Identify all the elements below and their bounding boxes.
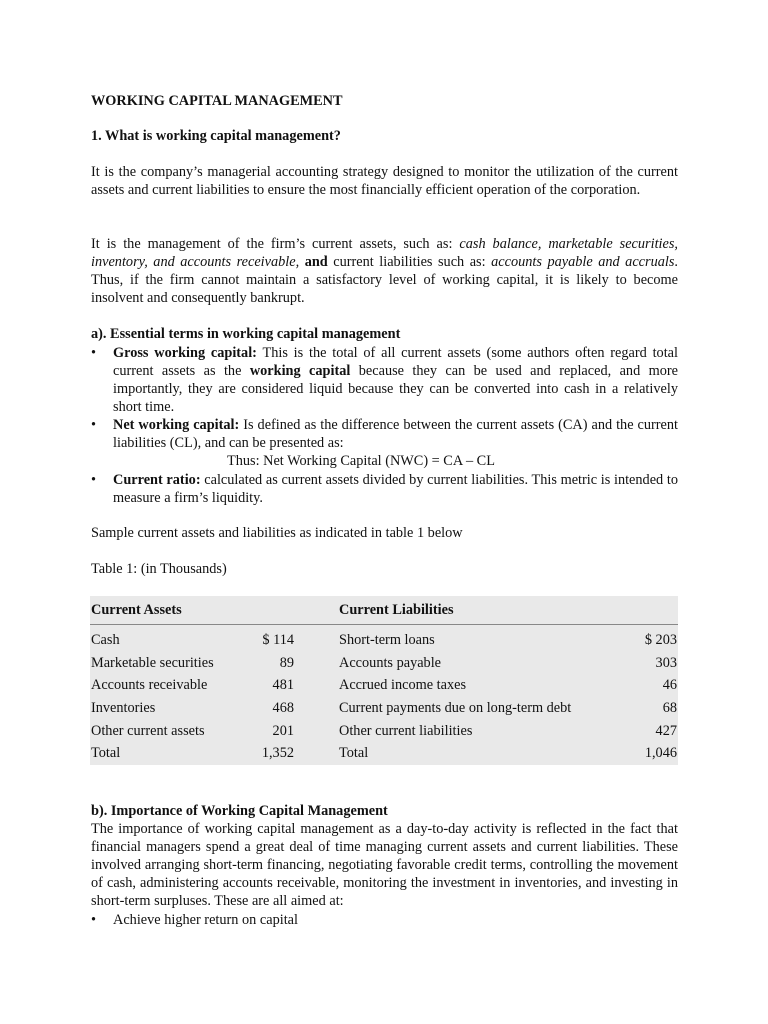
term: Current ratio:: [113, 472, 201, 488]
text: calculated as current assets divided by current liabilities. This metric is intended to measure a firm’s liquidity.: [113, 472, 678, 506]
asset-value: 201: [272, 722, 294, 739]
italic-text: cash balance, marketable securities, inventory, and accounts receivable,: [91, 236, 678, 270]
bullet-gross-working-capital: [91, 344, 678, 416]
sample-text: Sample current assets and liabilities as indicated in table 1 below: [91, 525, 463, 541]
bullet-icon: •: [91, 417, 97, 433]
liability-value: 303: [655, 654, 677, 671]
header-current-assets: Current Assets: [90, 596, 295, 625]
liability-name: Other current liabilities: [339, 722, 473, 739]
current-assets-liabilities-table: [90, 596, 678, 765]
section-heading-b: b). Importance of Working Capital Management: [91, 803, 388, 819]
asset-value: 468: [272, 699, 294, 716]
bold-text: and: [299, 254, 328, 270]
liability-value: 1,046: [644, 745, 677, 762]
paragraph-definition: It is the company’s managerial accounting strategy designed to monitor the utilization of the current assets and current liabilities to ensure the most financially efficient operation of the corporation.: [91, 164, 678, 198]
bullet-icon: •: [91, 912, 97, 928]
document-title: WORKING CAPITAL MANAGEMENT: [91, 93, 343, 109]
table-row: [90, 742, 678, 765]
liability-value: 68: [662, 699, 677, 716]
text: . Thus, if the firm cannot maintain a satisfactory level of working capital, it is likely to become insolvent and consequently bankrupt.: [91, 254, 678, 306]
liability-name: Accounts payable: [339, 654, 442, 671]
asset-value: $ 114: [262, 631, 294, 648]
paragraph-importance: The importance of working capital management as a day-to-day activity is reflected in the fact that financial managers spend a great deal of time managing current assets and current liabilities. These involved arranging short-term financing, negotiating favorable credit terms, controlling the movement of cash, administering accounts receivable, monitoring the investment in inventories, and investing in short-term surpluses. These are all aimed at:: [91, 821, 678, 909]
asset-value: 89: [279, 654, 294, 671]
liability-name: Current payments due on long-term debt: [339, 699, 572, 716]
text: because they can be used and replaced, and more importantly, they are considered liquid because they can be converted into cash in a relatively short time.: [113, 363, 678, 415]
asset-name: Accounts receivable: [91, 677, 208, 694]
bullet-higher-return: [91, 911, 678, 929]
asset-name: Cash: [91, 631, 120, 648]
asset-name: Other current assets: [91, 722, 205, 739]
text: Achieve higher return on capital: [113, 912, 298, 928]
bullet-current-ratio: [91, 471, 678, 507]
table-row: [90, 720, 678, 743]
table-row: [90, 675, 678, 698]
liability-name: Short-term loans: [339, 631, 435, 648]
table-row: [90, 652, 678, 675]
italic-text: accounts payable and accruals: [491, 254, 675, 270]
liability-name: Total: [339, 745, 369, 762]
bullet-icon: •: [91, 345, 97, 361]
asset-value: 1,352: [261, 745, 294, 762]
header-current-liabilities: Current Liabilities: [338, 596, 678, 625]
section-heading-a: a). Essential terms in working capital management: [91, 326, 401, 342]
asset-name: Inventories: [91, 699, 156, 716]
bold-text: working capital: [249, 363, 351, 379]
liability-value: 46: [662, 677, 677, 694]
text: This is the total of all current assets (some authors often regard total current assets as the: [113, 345, 678, 379]
table-row: [90, 697, 678, 720]
table-header-row: [90, 596, 678, 625]
liability-name: Accrued income taxes: [339, 677, 467, 694]
table-caption: Table 1: (in Thousands): [91, 561, 227, 577]
text: current liabilities such as:: [327, 254, 492, 270]
term: Net working capital:: [113, 417, 240, 433]
asset-name: Marketable securities: [91, 654, 214, 671]
formula: Thus: Net Working Capital (NWC) = CA – CL: [227, 453, 495, 469]
text: It is the management of the firm’s current assets, such as:: [91, 236, 460, 252]
liability-value: $ 203: [644, 631, 677, 648]
asset-name: Total: [91, 745, 121, 762]
table-row: [90, 625, 678, 652]
paragraph-management: [91, 235, 678, 307]
bullet-net-working-capital: [91, 416, 678, 470]
term: Gross working capital:: [113, 345, 257, 361]
bullet-icon: •: [91, 472, 97, 488]
question-heading: 1. What is working capital management?: [91, 128, 341, 144]
liability-value: 427: [655, 722, 677, 739]
text: Is defined as the difference between the current assets (CA) and the current liabilities (CL), and can be presented as:: [113, 417, 679, 451]
asset-value: 481: [272, 677, 294, 694]
